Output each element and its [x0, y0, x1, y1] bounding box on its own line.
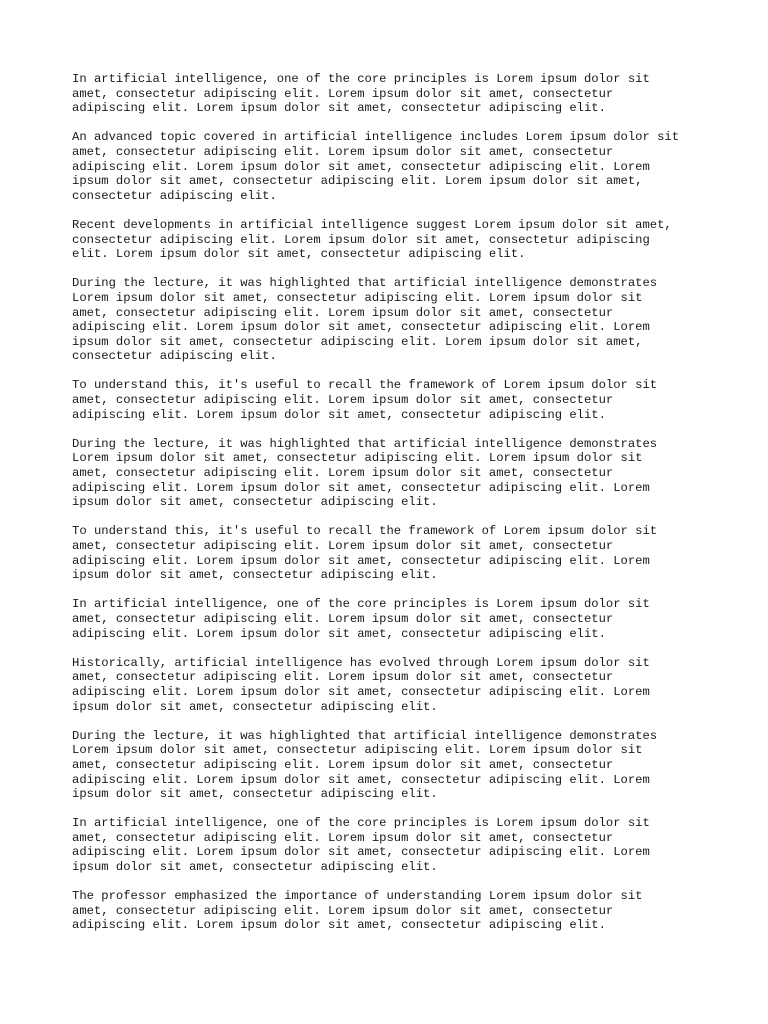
paragraph-10: During the lecture, it was highlighted that artificial intelligence demonstrates Lorem ipsum dolor sit amet, consectetur adipiscing elit. Lorem ipsum dolor sit amet, consectetur adipiscing elit. Lorem ipsum dolor sit amet, consectetur adipiscing elit. Lorem ipsum dolor sit amet, consectetur adipiscing elit. Lorem ipsum dolor sit amet, consectetur adipiscing elit.	[72, 728, 658, 802]
paragraph-4: During the lecture, it was highlighted that artificial intelligence demonstrates Lorem ipsum dolor sit amet, consectetur adipiscing elit. Lorem ipsum dolor sit amet, consectetur adipiscing elit. Lorem ipsum dolor sit amet, consectetur adipiscing elit. Lorem ipsum dolor sit amet, consectetur adipiscing elit. Lorem ipsum dolor sit amet, consectetur adipiscing elit. Lorem ipsum dolor sit amet, consectetur adipiscing elit.	[72, 276, 658, 364]
paragraph-1: In artificial intelligence, one of the core principles is Lorem ipsum dolor sit amet, consectetur adipiscing elit. Lorem ipsum dolor sit amet, consectetur adipiscing elit. Lorem ipsum dolor sit amet, consectetur adipiscing elit.	[72, 72, 650, 116]
paragraph-8: In artificial intelligence, one of the core principles is Lorem ipsum dolor sit amet, consectetur adipiscing elit. Lorem ipsum dolor sit amet, consectetur adipiscing elit. Lorem ipsum dolor sit amet, consectetur adipiscing elit.	[72, 597, 650, 641]
paragraph-3: Recent developments in artificial intelligence suggest Lorem ipsum dolor sit amet, consectetur adipiscing elit. Lorem ipsum dolor sit amet, consectetur adipiscing elit. Lorem ipsum dolor sit amet, consectetur adipiscing elit.	[72, 217, 672, 262]
paragraph-9: Historically, artificial intelligence has evolved through Lorem ipsum dolor sit amet, consectetur adipiscing elit. Lorem ipsum dolor sit amet, consectetur adipiscing elit. Lorem ipsum dolor sit amet, consectetur adipiscing elit. Lorem ipsum dolor sit amet, consectetur adipiscing elit.	[72, 655, 650, 714]
paragraph-11: In artificial intelligence, one of the core principles is Lorem ipsum dolor sit amet, consectetur adipiscing elit. Lorem ipsum dolor sit amet, consectetur adipiscing elit. Lorem ipsum dolor sit amet, consectetur adipiscing elit. Lorem ipsum dolor sit amet, consectetur adipiscing elit.	[72, 816, 650, 875]
paragraph-12: The professor emphasized the importance of understanding Lorem ipsum dolor sit amet, consectetur adipiscing elit. Lorem ipsum dolor sit amet, consectetur adipiscing elit. Lorem ipsum dolor sit amet, consectetur adipiscing elit.	[72, 889, 643, 933]
paragraph-5: To understand this, it's useful to recall the framework of Lorem ipsum dolor sit amet, consectetur adipiscing elit. Lorem ipsum dolor sit amet, consectetur adipiscing elit. Lorem ipsum dolor sit amet, consectetur adipiscing elit.	[72, 378, 658, 422]
paragraph-2: An advanced topic covered in artificial intelligence includes Lorem ipsum dolor sit amet, consectetur adipiscing elit. Lorem ipsum dolor sit amet, consectetur adipiscing elit. Lorem ipsum dolor sit amet, consectetur adipiscing elit. Lorem ipsum dolor sit amet, consectetur adipiscing elit. Lorem ipsum dolor sit amet, consectetur adipiscing elit.	[72, 130, 680, 203]
paragraph-7: To understand this, it's useful to recall the framework of Lorem ipsum dolor sit amet, consectetur adipiscing elit. Lorem ipsum dolor sit amet, consectetur adipiscing elit. Lorem ipsum dolor sit amet, consectetur adipiscing elit. Lorem ipsum dolor sit amet, consectetur adipiscing elit.	[72, 524, 658, 583]
document-page	[72, 72, 712, 948]
paragraph-6: During the lecture, it was highlighted that artificial intelligence demonstrates Lorem ipsum dolor sit amet, consectetur adipiscing elit. Lorem ipsum dolor sit amet, consectetur adipiscing elit. Lorem ipsum dolor sit amet, consectetur adipiscing elit. Lorem ipsum dolor sit amet, consectetur adipiscing elit. Lorem ipsum dolor sit amet, consectetur adipiscing elit.	[72, 436, 658, 510]
